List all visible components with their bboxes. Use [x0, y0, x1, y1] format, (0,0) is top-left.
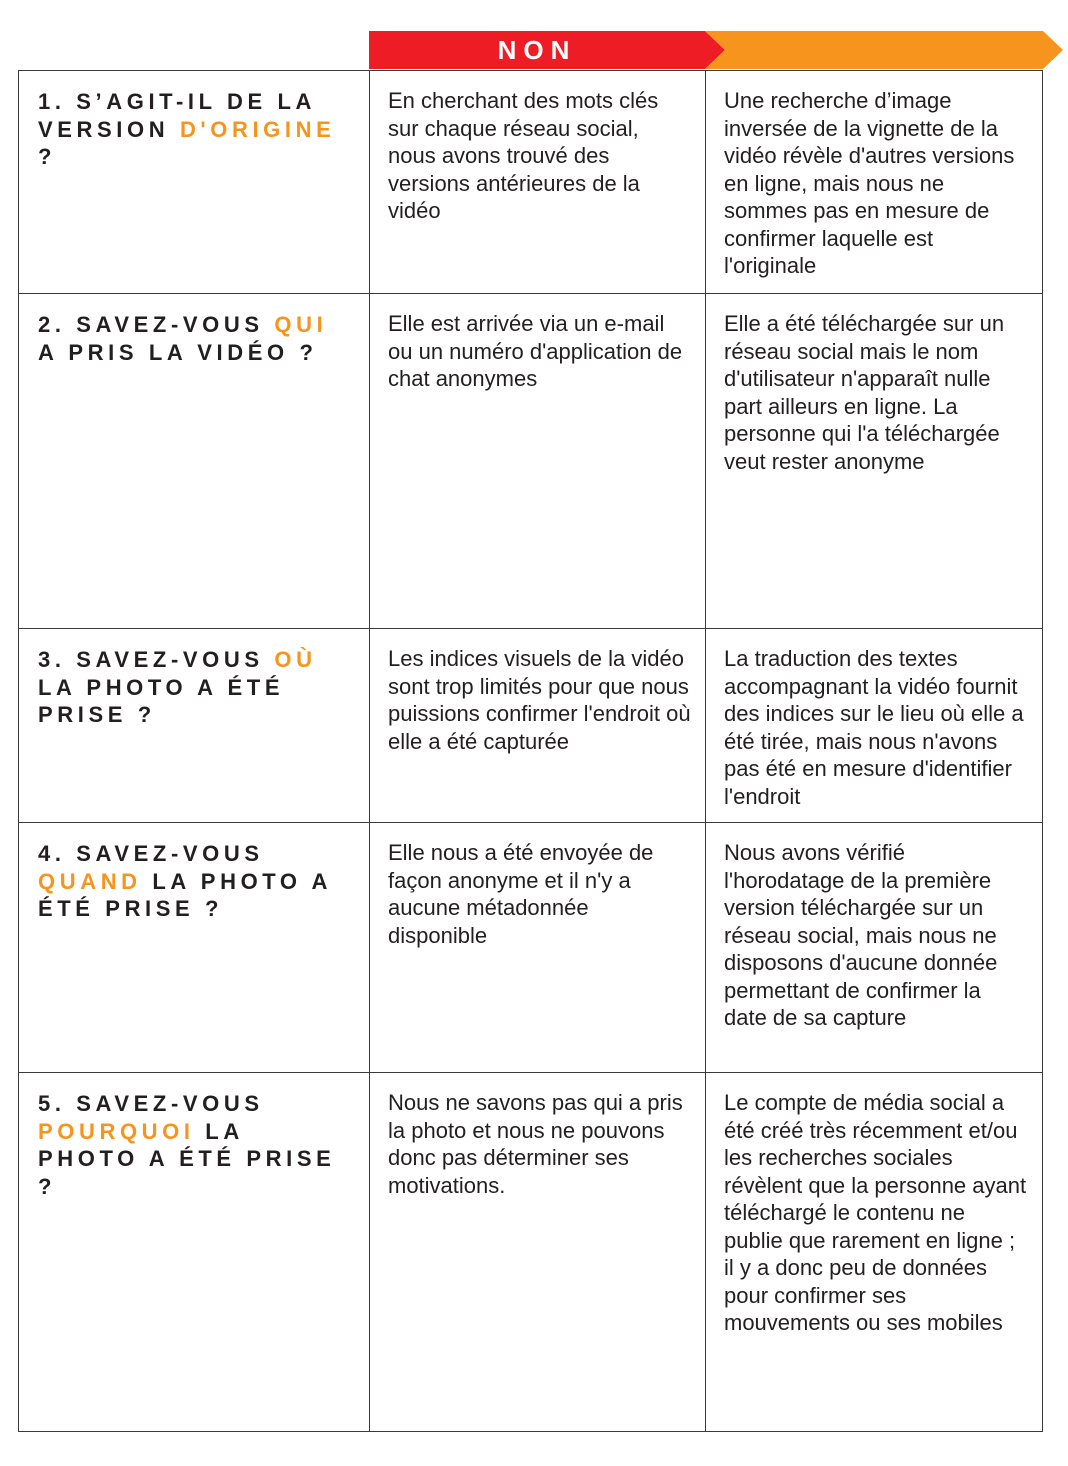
answer-text: Elle a été téléchargée sur un réseau social mais le nom d'utilisateur n'apparaît nulle part ailleurs en ligne. La personne qui l'a téléchargée veut rester anonyme: [724, 311, 1005, 474]
answer-text: Nous ne savons pas qui a pris la photo et nous ne pouvons donc pas déterminer ses motivations.: [388, 1090, 683, 1198]
question-label: 2. SAVEZ-VOUS QUI A PRIS LA VIDÉO ?: [38, 312, 328, 365]
table-row: [19, 1073, 1043, 1432]
table-row: [19, 71, 1043, 294]
answer-cell: [370, 294, 706, 629]
answer-cell: [370, 629, 706, 823]
question-highlight: D'ORIGINE: [179, 116, 336, 142]
table-row: [19, 629, 1043, 823]
banner-orange-segment: [705, 31, 1063, 69]
question-label: 5. SAVEZ-VOUS POURQUOI LA PHOTO A ÉTÉ PRISE ?: [38, 1091, 336, 1199]
answer-text: En cherchant des mots clés sur chaque réseau social, nous avons trouvé des versions antérieures de la vidéo: [388, 88, 659, 223]
table-row: [19, 823, 1043, 1073]
banner-label: NON: [497, 35, 577, 65]
answer-text: Nous avons vérifié l'horodatage de la première version téléchargée sur un réseau social, mais nous ne disposons d'aucune donnée permettant de confirmer la date de sa capture: [724, 840, 998, 1030]
answer-cell: [706, 71, 1043, 294]
question-cell: [19, 294, 370, 629]
answer-cell: [370, 71, 706, 294]
answer-text: Elle nous a été envoyée de façon anonyme et il n'y a aucune métadonnée disponible: [388, 840, 654, 948]
question-cell: [19, 629, 370, 823]
question-label: 4. SAVEZ-VOUS QUAND LA PHOTO A ÉTÉ PRISE ?: [38, 841, 332, 922]
answer-cell: [370, 823, 706, 1073]
answer-text: Le compte de média social a été créé très récemment et/ou les recherches sociales révèlent que la personne ayant téléchargé le contenu ne publie que rarement en ligne ; il y a donc peu de données pour confirmer ses mouvements ou ses mobiles: [724, 1090, 1027, 1335]
answer-cell: [706, 823, 1043, 1073]
question-highlight: QUAND: [38, 868, 142, 894]
question-cell: [19, 823, 370, 1073]
answer-text: Une recherche d’image inversée de la vignette de la vidéo révèle d'autres versions en ligne, mais nous ne sommes pas en mesure de confirmer laquelle est l'originale: [724, 88, 1015, 278]
answer-text: Les indices visuels de la vidéo sont trop limités pour que nous puissions confirmer l'endroit où elle a été capturée: [388, 646, 691, 754]
question-label: 1. S’AGIT-IL DE LA VERSION D'ORIGINE ?: [38, 89, 336, 170]
answer-text: Elle est arrivée via un e-mail ou un numéro d'application de chat anonymes: [388, 311, 683, 391]
question-cell: [19, 71, 370, 294]
verification-table: [18, 70, 1043, 1432]
answer-cell: [706, 294, 1043, 629]
question-cell: [19, 1073, 370, 1432]
answer-cell: [706, 1073, 1043, 1432]
question-label: 3. SAVEZ-VOUS OÙ LA PHOTO A ÉTÉ PRISE ?: [38, 647, 317, 728]
answer-text: La traduction des textes accompagnant la vidéo fournit des indices sur le lieu où elle a été tirée, mais nous n'avons pas été en mesure d'identifier l'endroit: [724, 646, 1024, 809]
question-highlight: OÙ: [274, 647, 317, 672]
non-banner: [369, 31, 1063, 69]
question-highlight: POURQUOI: [38, 1118, 195, 1144]
table-row: [19, 294, 1043, 629]
answer-cell: [370, 1073, 706, 1432]
question-highlight: QUI: [274, 312, 328, 337]
answer-cell: [706, 629, 1043, 823]
